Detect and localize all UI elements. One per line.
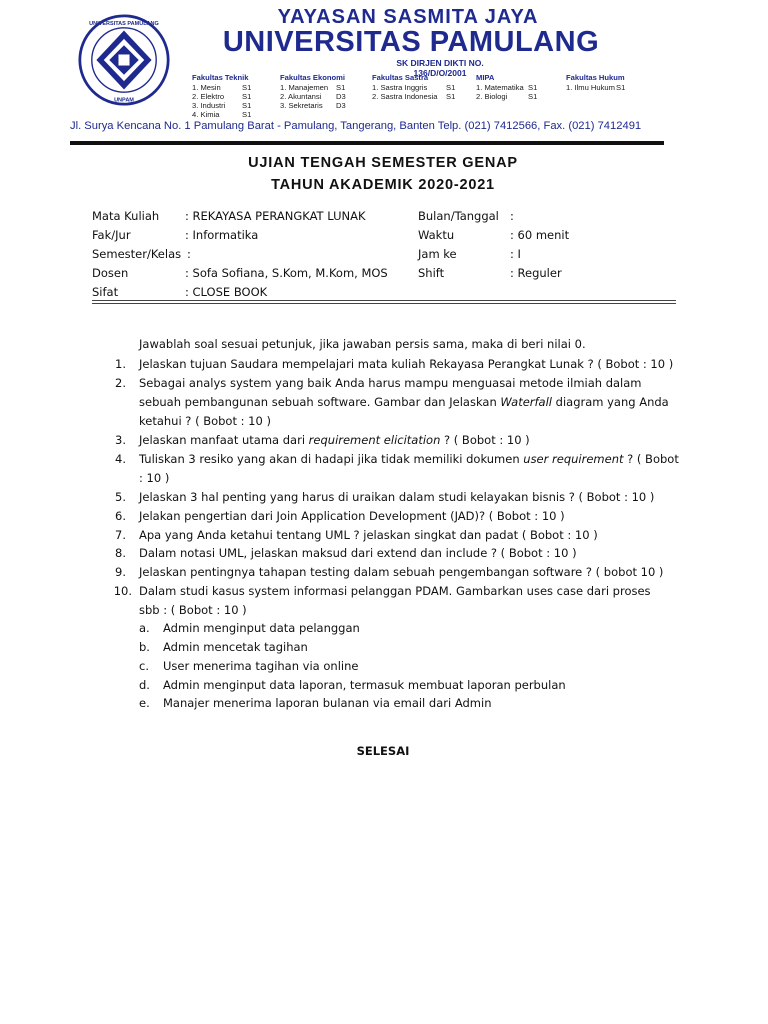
- end-marker: SELESAI: [356, 744, 410, 758]
- program-label: 1. Ilmu Hukum: [566, 83, 615, 92]
- program-level: S1: [242, 101, 252, 110]
- program-label: 1. Manajemen: [280, 83, 329, 92]
- program-level: S1: [242, 83, 252, 92]
- info-value-lecturer: : Sofa Sofiana, S.Kom, M.Kom, MOS: [185, 266, 388, 280]
- question-text: Apa yang Anda ketahui tentang UML ? jelaskan singkat dan padat ( Bobot : 10 ): [139, 528, 598, 542]
- faculty-hukum: [566, 73, 630, 92]
- program-level: S1: [616, 83, 626, 92]
- info-value-type: : CLOSE BOOK: [185, 285, 268, 299]
- question-number: 3.: [115, 433, 126, 447]
- program-label: 3. Industri: [192, 101, 226, 110]
- info-value-duration: : 60 menit: [510, 228, 570, 242]
- program-label: 1. Sastra Inggris: [372, 83, 428, 92]
- sub-item-letter: c.: [139, 659, 149, 673]
- question-number: 5.: [115, 490, 126, 504]
- question-text-line: [139, 393, 679, 412]
- question-text-part: ? ( Bobot: [623, 452, 679, 466]
- program-label: 4. Kimia: [192, 110, 220, 119]
- sub-item-letter: a.: [139, 621, 150, 635]
- question-number: 8.: [115, 546, 126, 560]
- program-label: 3. Sekretaris: [280, 101, 323, 110]
- question-text: Sebagai analys system yang baik Anda harus mampu menguasai metode ilmiah dalam: [139, 376, 642, 390]
- info-value-faculty: : Informatika: [185, 228, 259, 242]
- faculty-name: Fakultas Hukum: [566, 73, 625, 82]
- info-value-date: :: [510, 209, 514, 223]
- program-level: S1: [528, 92, 538, 101]
- faculty-mipa: [476, 73, 542, 101]
- university-logo: [78, 14, 170, 106]
- question-text: Jelaskan 3 hal penting yang harus di uraikan dalam studi kelayakan bisnis ? ( Bobot : 10 ): [139, 490, 655, 504]
- faculty-ekonomi: [280, 73, 350, 110]
- info-value-semester: :: [187, 247, 191, 261]
- question-text-part: diagram yang Anda: [552, 395, 669, 409]
- exam-title: UJIAN TENGAH SEMESTER GENAP: [248, 155, 518, 171]
- university-address: Jl. Surya Kencana No. 1 Pamulang Barat - Pamulang, Tangerang, Banten Telp. (021) 7412566, Fax. (021) 7412491: [70, 120, 642, 132]
- faculty-name: Fakultas Ekonomi: [280, 73, 345, 82]
- question-text: Jelaskan pentingnya tahapan testing dalam sebuah pengembangan software ? ( bobot 10 ): [139, 565, 664, 579]
- info-value-course: : REKAYASA PERANGKAT LUNAK: [185, 209, 366, 223]
- faculty-teknik: [192, 73, 256, 119]
- question-text-line: [139, 450, 679, 469]
- info-label-hour: Jam ke: [418, 247, 457, 261]
- question-text-part: Jelaskan manfaat utama dari: [139, 433, 309, 447]
- info-divider-bottom: [92, 303, 676, 304]
- sub-item-text: Admin menginput data pelanggan: [163, 621, 360, 635]
- question-text-part: ? ( Bobot : 10 ): [440, 433, 530, 447]
- header-divider: [70, 141, 664, 145]
- question-number: 4.: [115, 452, 126, 466]
- exam-subtitle: TAHUN AKADEMIK 2020-2021: [271, 177, 495, 193]
- instructions: Jawablah soal sesuai petunjuk, jika jawaban persis sama, maka di beri nilai 0.: [139, 337, 586, 351]
- program-level: S1: [242, 92, 252, 101]
- question-text-italic: requirement elicitation: [308, 433, 441, 447]
- program-label: 2. Biologi: [476, 92, 508, 101]
- sub-item-letter: b.: [139, 640, 150, 654]
- program-label: 2. Sastra Indonesia: [372, 92, 438, 101]
- faculty-sastra: [372, 73, 460, 101]
- sub-item-text: Manajer menerima laporan bulanan via email dari Admin: [163, 696, 492, 710]
- program-label: 2. Akuntansi: [280, 92, 322, 101]
- program-label: 1. Matematika: [476, 83, 524, 92]
- program-level: D3: [336, 101, 346, 110]
- program-label: 2. Elektro: [192, 92, 225, 101]
- sub-item-letter: e.: [139, 696, 150, 710]
- question-text: Dalam studi kasus system informasi pelanggan PDAM. Gambarkan uses case dari proses: [139, 584, 651, 598]
- question-number: 1.: [115, 357, 126, 371]
- question-number: 10.: [113, 584, 132, 598]
- question-text-part: Tuliskan 3 resiko yang akan di hadapi jika tidak memiliki dokumen: [139, 452, 524, 466]
- university-name: UNIVERSITAS PAMULANG: [222, 26, 600, 58]
- program-level: S1: [446, 92, 456, 101]
- info-value-shift: : Reguler: [510, 266, 562, 280]
- info-label-course: Mata Kuliah: [92, 209, 160, 223]
- program-level: S1: [528, 83, 538, 92]
- program-level: S1: [446, 83, 456, 92]
- program-level: S1: [336, 83, 346, 92]
- question-number: 6.: [115, 509, 126, 523]
- question-text-italic: Waterfall: [500, 395, 552, 409]
- question-text-part: sebuah pembangunan sebuah software. Gambar dan Jelaskan: [139, 395, 501, 409]
- question-text-italic: user requirement: [523, 452, 624, 466]
- program-level: S1: [242, 110, 252, 119]
- question-text-line: ketahui ? ( Bobot : 10 ): [139, 414, 271, 428]
- question-number: 9.: [115, 565, 126, 579]
- foundation-name: YAYASAN SASMITA JAYA: [277, 6, 539, 28]
- sub-item-text: User menerima tagihan via online: [163, 659, 359, 673]
- question-number: 2.: [115, 376, 126, 390]
- info-label-faculty: Fak/Jur: [92, 228, 131, 242]
- question-text-line: sbb : ( Bobot : 10 ): [139, 603, 247, 617]
- question-text: Dalam notasi UML, jelaskan maksud dari extend dan include ? ( Bobot : 10 ): [139, 546, 577, 560]
- info-label-duration: Waktu: [418, 228, 455, 242]
- info-label-type: Sifat: [92, 285, 119, 299]
- logo-text-top: UNIVERSITAS PAMULANG: [89, 21, 159, 28]
- program-label: 1. Mesin: [192, 83, 221, 92]
- question-text-line: : 10 ): [139, 471, 170, 485]
- sub-item-text: Admin menginput data laporan, termasuk membuat laporan perbulan: [163, 678, 566, 692]
- sk-number: SK DIRJEN DIKTI NO. 136/D/O/2001: [396, 58, 484, 78]
- question-text: Jelakan pengertian dari Join Application Development (JAD)? ( Bobot : 10 ): [139, 509, 565, 523]
- faculty-name: MIPA: [476, 73, 495, 82]
- question-text: Jelaskan tujuan Saudara mempelajari mata kuliah Rekayasa Perangkat Lunak ? ( Bobot : 10 ): [139, 357, 674, 371]
- program-level: D3: [336, 92, 346, 101]
- faculty-name: Fakultas Teknik: [192, 73, 249, 82]
- info-label-shift: Shift: [418, 266, 445, 280]
- info-label-semester: Semester/Kelas: [92, 247, 182, 261]
- info-label-lecturer: Dosen: [92, 266, 129, 280]
- sub-item-letter: d.: [139, 678, 150, 692]
- question-number: 7.: [115, 528, 126, 542]
- logo-text-bottom: UNPAM: [114, 97, 134, 104]
- info-value-hour: : I: [510, 247, 521, 261]
- sub-item-text: Admin mencetak tagihan: [163, 640, 308, 654]
- faculty-name: Fakultas Sastra: [372, 73, 429, 82]
- info-divider-top: [92, 300, 676, 301]
- question-text-line: [139, 431, 679, 450]
- info-label-date: Bulan/Tanggal: [418, 209, 499, 223]
